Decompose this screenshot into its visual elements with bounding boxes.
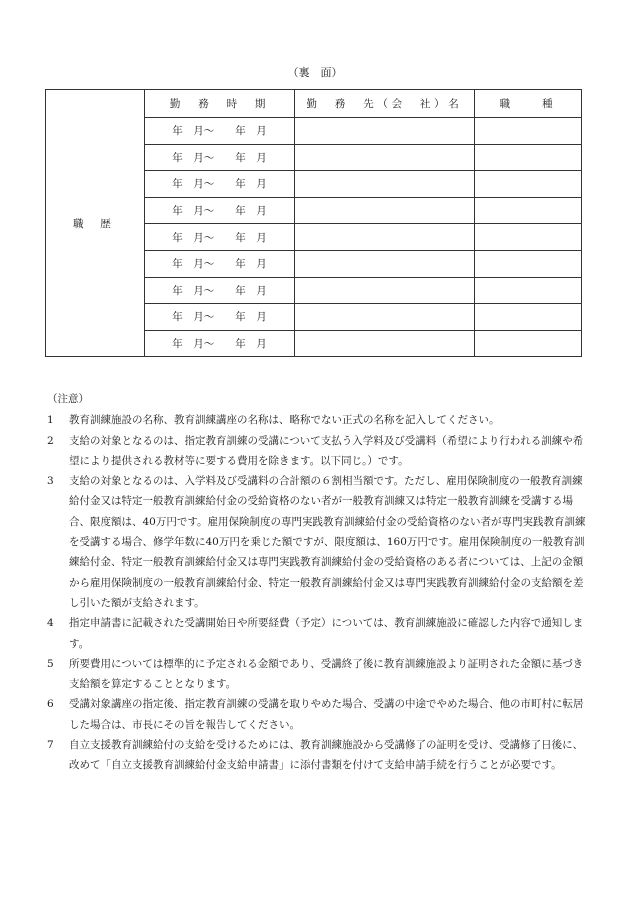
note-text: 教育訓練施設の名称、教育訓練講座の名称は、略称でない正式の名称を記入してください。 <box>69 414 500 427</box>
page-title: （裏 面） <box>287 66 343 79</box>
note-text: 支給の対象となるのは、指定教育訓練の受講について支払う入学料及び受講料（希望により行われる訓練や希望により提供される教材等に要する費用を除きます。以下同じ。）です。 <box>69 434 584 467</box>
period-cell: 年 月～ 年 月 <box>145 304 295 331</box>
note-number: 1 <box>47 414 54 427</box>
job-cell[interactable] <box>475 250 582 277</box>
job-cell[interactable] <box>475 330 582 357</box>
job-cell[interactable] <box>475 197 582 224</box>
note-text: 受講対象講座の指定後、指定教育訓練の受講を取りやめた場合、受講の中途でやめた場合、他の市町村に転居した場合は、市長にその旨を報告してください。 <box>69 698 584 731</box>
note-text: 所要費用については標準的に予定される金額であり、受講終了後に教育訓練施設より証明された金額に基づき支給額を算定することとなります。 <box>69 657 584 691</box>
notes-heading: （注意） <box>47 393 89 405</box>
company-cell[interactable] <box>295 224 475 251</box>
period-cell: 年 月～ 年 月 <box>145 224 295 251</box>
job-cell[interactable] <box>475 144 582 171</box>
note-item <box>47 410 587 430</box>
note-number: 6 <box>47 698 54 711</box>
table-header-row <box>46 90 582 118</box>
company-cell[interactable] <box>295 144 475 171</box>
period-cell: 年 月～ 年 月 <box>145 197 295 224</box>
note-item <box>47 654 587 695</box>
header-period: 勤 務 時 期 <box>145 90 295 118</box>
period-cell: 年 月～ 年 月 <box>145 118 295 145</box>
job-cell[interactable] <box>475 277 582 304</box>
note-number: 5 <box>47 657 54 670</box>
notes-list <box>47 410 587 775</box>
job-cell[interactable] <box>475 118 582 145</box>
note-item <box>47 471 587 613</box>
period-cell: 年 月～ 年 月 <box>145 171 295 198</box>
note-item <box>47 735 587 776</box>
company-cell[interactable] <box>295 330 475 357</box>
period-cell: 年 月～ 年 月 <box>145 144 295 171</box>
company-cell[interactable] <box>295 118 475 145</box>
company-cell[interactable] <box>295 277 475 304</box>
notes-section <box>47 389 587 776</box>
job-cell[interactable] <box>475 171 582 198</box>
period-cell: 年 月～ 年 月 <box>145 330 295 357</box>
header-company: 勤 務 先（会 社）名 <box>295 90 475 118</box>
career-row-label: 職歴 <box>46 90 145 357</box>
company-cell[interactable] <box>295 304 475 331</box>
note-item <box>47 694 587 735</box>
period-cell: 年 月～ 年 月 <box>145 277 295 304</box>
career-history-table <box>45 89 582 357</box>
company-cell[interactable] <box>295 250 475 277</box>
job-cell[interactable] <box>475 224 582 251</box>
company-cell[interactable] <box>295 197 475 224</box>
note-number: 3 <box>47 475 54 488</box>
note-number: 4 <box>47 617 54 630</box>
note-text: 支給の対象となるのは、入学料及び受講料の合計額の６割相当額です。ただし、雇用保険制度の一般教育訓練給付金又は特定一般教育訓練給付金の受給資格のない者が一般教育訓練又は特定一般教育訓練を受講する場合、限度額は、40万円です。雇用保険制度の専門実践教育訓練給付金の受給資格のない者が専門実践教育訓練を受講する場合、修学年数に40万円を乗じた額ですが、限度額は、160万円です。雇用保険制度の一般教育訓練給付金、特定一般教育訓練給付金又は専門実践教育訓練給付金の受給資格のある者については、上記の金額から雇用保険制度の一般教育訓練給付金、特定一般教育訓練給付金又は専門実践教育訓練給付金の支給額を差し引いた額が支給されます。 <box>69 475 586 609</box>
note-text: 指定申請書に記載された受講開始日や所要経費（予定）については、教育訓練施設に確認した内容で通知します。 <box>69 617 584 650</box>
note-item <box>47 613 587 654</box>
note-text: 自立支援教育訓練給付の支給を受けるためには、教育訓練施設から受講修了の証明を受け、受講修了日後に、改めて「自立支援教育訓練給付金支給申請書」に添付書類を付けて支給申請手続を行うことが必要です。 <box>69 739 584 772</box>
company-cell[interactable] <box>295 171 475 198</box>
note-number: 2 <box>47 434 54 447</box>
period-cell: 年 月～ 年 月 <box>145 250 295 277</box>
header-job: 職 種 <box>475 90 582 118</box>
job-cell[interactable] <box>475 304 582 331</box>
note-item <box>47 431 587 472</box>
note-number: 7 <box>47 739 54 752</box>
